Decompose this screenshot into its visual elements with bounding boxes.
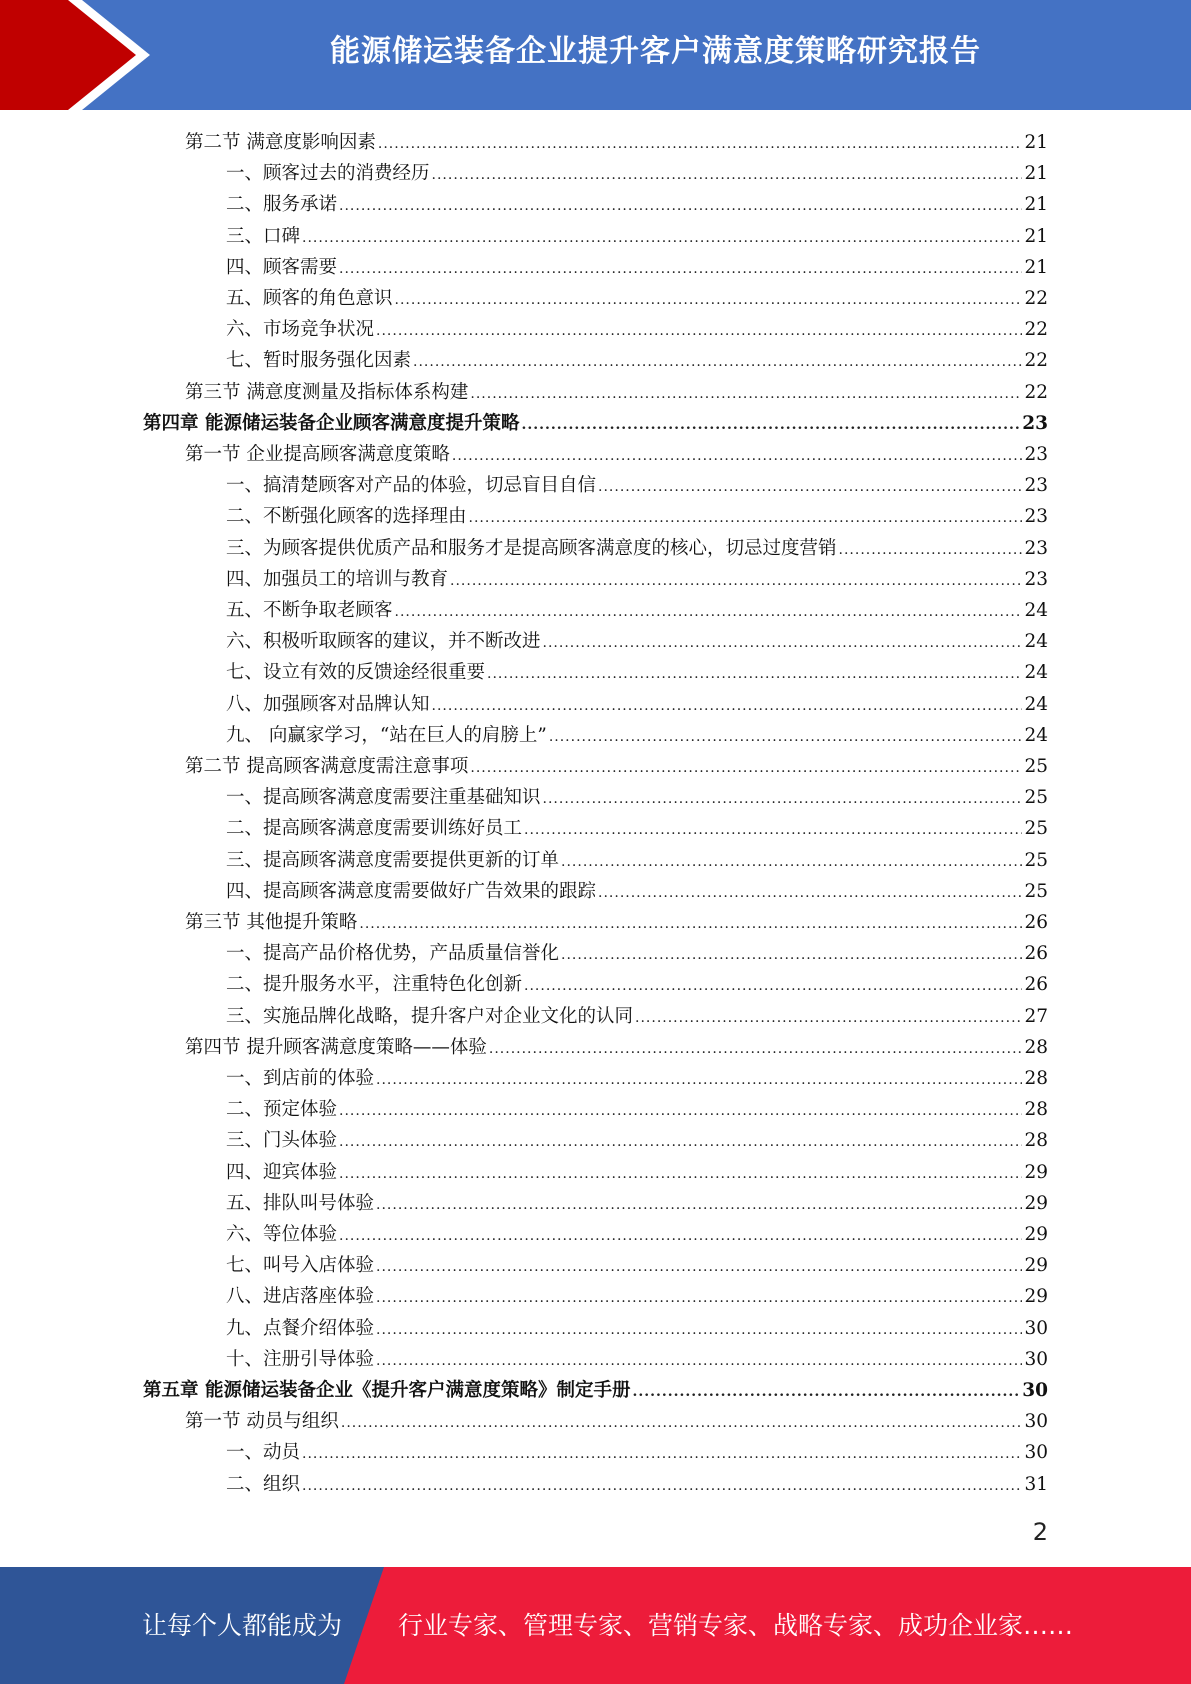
- toc-leader-dots: [376, 1346, 1022, 1377]
- toc-entry[interactable]: [226, 689, 1048, 720]
- toc-leader-dots: [470, 753, 1022, 784]
- toc-leader-dots: [432, 691, 1023, 722]
- toc-entry-title: 二、组织: [226, 1473, 301, 1495]
- toc-entry-title: 一、搞清楚顾客对产品的体验，切忌盲目自信: [226, 475, 597, 497]
- toc-leader-dots: [524, 971, 1022, 1002]
- toc-entry-page: 29: [1024, 1286, 1048, 1308]
- toc-entry-title: 三、口碑: [226, 225, 301, 247]
- toc-entry-title: 五、顾客的角色意识: [226, 288, 393, 309]
- toc-leader-dots: [339, 1221, 1022, 1252]
- footer-slogan-left: 让每个人都能成为: [142, 1611, 343, 1640]
- toc-leader-dots: [635, 1003, 1022, 1034]
- toc-entry-title: 二、提高顾客满意度需要训练好员工: [226, 818, 523, 840]
- toc-leader-dots: [413, 347, 1022, 378]
- toc-leader-dots: [339, 254, 1022, 285]
- toc-entry-page: 25: [1024, 756, 1048, 777]
- toc-entry[interactable]: [226, 1125, 1048, 1156]
- toc-leader-dots: [521, 410, 1020, 441]
- toc-entry[interactable]: [226, 189, 1048, 220]
- toc-leader-dots: [543, 628, 1023, 659]
- toc-entry-title: 第四节 提升顾客满意度策略——体验: [185, 1036, 487, 1058]
- toc-entry-title: 三、提高顾客满意度需要提供更新的订单: [226, 849, 560, 871]
- toc-leader-dots: [561, 940, 1022, 971]
- toc-leader-dots: [450, 566, 1022, 597]
- toc-entry-page: 28: [1024, 1130, 1048, 1152]
- toc-entry-title: 第一节 企业提高顾客满意度策略: [185, 444, 450, 465]
- toc-entry-title: 第三节 满意度测量及指标体系构建: [185, 381, 469, 403]
- toc-entry[interactable]: [226, 1469, 1048, 1500]
- toc-entry-page: 31: [1024, 1473, 1048, 1495]
- toc-entry-page: 22: [1024, 381, 1048, 403]
- toc-entry-page: 29: [1024, 1161, 1048, 1183]
- toc-entry[interactable]: [226, 782, 1048, 813]
- toc-entry[interactable]: [226, 533, 1048, 564]
- toc-entry-page: 30: [1022, 1380, 1048, 1401]
- toc-entry-title: 第一节 动员与组织: [185, 1411, 339, 1433]
- toc-entry-page: 23: [1024, 568, 1048, 590]
- toc-entry-page: 29: [1024, 1224, 1048, 1245]
- toc-entry-page: 22: [1024, 288, 1048, 309]
- toc-leader-dots: [302, 1471, 1022, 1502]
- toc-entry-page: 23: [1024, 475, 1048, 497]
- toc-entry-page: 28: [1024, 1099, 1048, 1121]
- toc-leader-dots: [524, 815, 1022, 846]
- toc-entry-title: 七、暂时服务强化因素: [226, 350, 412, 372]
- toc-entry-title: 第三节 其他提升策略: [185, 912, 358, 933]
- toc-entry-page: 24: [1024, 631, 1048, 653]
- toc-entry-title: 六、积极听取顾客的建议，并不断改进: [226, 631, 541, 653]
- toc-leader-dots: [470, 379, 1022, 410]
- toc-entry-page: 23: [1024, 537, 1048, 559]
- toc-leader-dots: [561, 847, 1022, 878]
- toc-entry-page: 24: [1024, 724, 1048, 746]
- toc-entry[interactable]: [226, 876, 1048, 907]
- toc-leader-dots: [339, 1096, 1022, 1127]
- toc-entry-page: 23: [1024, 506, 1048, 528]
- toc-entry-page: 21: [1024, 225, 1048, 247]
- toc-entry-title: 八、加强顾客对品牌认知: [226, 693, 430, 715]
- toc-entry-page: 22: [1024, 319, 1048, 341]
- toc-leader-dots: [543, 784, 1023, 815]
- toc-entry[interactable]: [226, 1001, 1048, 1032]
- toc-entry-page: 25: [1024, 818, 1048, 840]
- toc-entry-page: 23: [1022, 412, 1048, 434]
- footer-slogan-right: 行业专家、管理专家、营销专家、战略专家、成功企业家……: [398, 1611, 1074, 1640]
- toc-leader-dots: [395, 285, 1023, 316]
- toc-entry-page: 24: [1024, 600, 1048, 621]
- toc-entry-title: 三、门头体验: [226, 1130, 338, 1152]
- toc-entry-title: 九、点餐介绍体验: [226, 1317, 375, 1339]
- toc-entry-title: 六、市场竞争状况: [226, 319, 375, 341]
- toc-leader-dots: [341, 1408, 1023, 1439]
- toc-entry[interactable]: [185, 751, 1048, 782]
- toc-entry-page: 28: [1024, 1068, 1048, 1089]
- toc-entry[interactable]: [143, 408, 1048, 439]
- toc-entry-page: 29: [1024, 1192, 1048, 1214]
- toc-entry-page: 22: [1024, 350, 1048, 372]
- toc-entry-title: 四、加强员工的培训与教育: [226, 568, 449, 590]
- toc-entry[interactable]: [226, 969, 1048, 1000]
- toc-leader-dots: [376, 1252, 1022, 1283]
- toc-entry-title: 五、不断争取老顾客: [226, 600, 393, 621]
- toc-entry-page: 28: [1024, 1036, 1048, 1058]
- toc-entry-page: 23: [1024, 444, 1048, 465]
- toc-leader-dots: [376, 1190, 1022, 1221]
- toc-leader-dots: [395, 597, 1023, 628]
- toc-entry-title: 七、设立有效的反馈途经很重要: [226, 662, 486, 684]
- toc-entry-title: 十、注册引导体验: [226, 1348, 375, 1370]
- toc-entry-page: 25: [1024, 880, 1048, 902]
- toc-entry[interactable]: [185, 377, 1048, 408]
- toc-entry-page: 30: [1024, 1348, 1048, 1370]
- toc-entry[interactable]: [185, 127, 1048, 158]
- toc-entry[interactable]: [185, 1406, 1048, 1437]
- toc-entry[interactable]: [226, 283, 1048, 314]
- page-number: 2: [1032, 1518, 1048, 1546]
- toc-leader-dots: [302, 223, 1022, 254]
- toc-entry-title: 四、提高顾客满意度需要做好广告效果的跟踪: [226, 880, 597, 902]
- toc-entry[interactable]: [185, 1032, 1048, 1063]
- toc-entry-title: 二、不断强化顾客的选择理由: [226, 506, 467, 528]
- toc-entry-page: 30: [1024, 1411, 1048, 1433]
- toc-entry[interactable]: [226, 1437, 1048, 1468]
- toc-leader-dots: [489, 1034, 1023, 1065]
- toc-leader-dots: [339, 191, 1022, 222]
- toc-entry[interactable]: [143, 1375, 1048, 1406]
- toc-entry-title: 一、动员: [226, 1442, 301, 1464]
- toc-entry[interactable]: [226, 252, 1048, 283]
- toc-entry[interactable]: [226, 1094, 1048, 1125]
- toc-leader-dots: [469, 503, 1023, 534]
- toc-leader-dots: [376, 316, 1022, 347]
- toc-leader-dots: [376, 1283, 1022, 1314]
- toc-leader-dots: [376, 1065, 1022, 1096]
- toc-leader-dots: [598, 878, 1022, 909]
- toc-entry[interactable]: [226, 345, 1048, 376]
- toc-entry-title: 七、叫号入店体验: [226, 1255, 375, 1277]
- toc-entry-page: 21: [1024, 256, 1048, 278]
- toc-leader-dots: [302, 1439, 1022, 1470]
- toc-leader-dots: [487, 659, 1022, 690]
- toc-entry-page: 30: [1024, 1442, 1048, 1464]
- toc-entry-title: 一、顾客过去的消费经历: [226, 163, 430, 185]
- toc-entry[interactable]: [226, 158, 1048, 189]
- toc-leader-dots: [632, 1377, 1020, 1408]
- report-title: 能源储运装备企业提升客户满意度策略研究报告: [330, 34, 981, 69]
- toc-leader-dots: [339, 1127, 1022, 1158]
- toc-leader-dots: [452, 441, 1023, 472]
- toc-entry[interactable]: [226, 595, 1048, 626]
- toc-leader-dots: [359, 909, 1022, 940]
- toc-entry[interactable]: [226, 657, 1048, 688]
- toc-entry[interactable]: [226, 626, 1048, 657]
- toc-entry-title: 第二节 提高顾客满意度需注意事项: [185, 756, 469, 777]
- toc-entry-title: 五、排队叫号体验: [226, 1192, 375, 1214]
- toc-entry-title: 三、实施品牌化战略，提升客户对企业文化的认同: [226, 1005, 634, 1027]
- toc-entry[interactable]: [226, 1188, 1048, 1219]
- toc-entry[interactable]: [185, 439, 1048, 470]
- toc-entry-page: 25: [1024, 849, 1048, 871]
- toc-entry-title: 六、等位体验: [226, 1224, 338, 1245]
- footer-banner: [0, 1567, 1191, 1684]
- toc-entry-title: 一、提高产品价格优势，产品质量信誉化: [226, 943, 560, 965]
- toc-entry-title: 四、顾客需要: [226, 256, 338, 278]
- toc-leader-dots: [339, 1159, 1022, 1190]
- toc-entry[interactable]: [226, 1281, 1048, 1312]
- toc-leader-dots: [432, 160, 1023, 191]
- toc-entry[interactable]: [226, 501, 1048, 532]
- toc-entry-title: 一、到店前的体验: [226, 1068, 375, 1089]
- toc-entry-page: 26: [1024, 974, 1048, 996]
- toc-leader-dots: [378, 129, 1023, 160]
- toc-entry-page: 27: [1024, 1005, 1048, 1027]
- toc-entry-title: 第五章 能源储运装备企业《提升客户满意度策略》制定手册: [143, 1380, 631, 1401]
- toc-entry[interactable]: [226, 221, 1048, 252]
- toc-entry-title: 二、预定体验: [226, 1099, 338, 1121]
- toc-entry[interactable]: [226, 314, 1048, 345]
- toc-entry-title: 一、提高顾客满意度需要注重基础知识: [226, 787, 541, 809]
- toc-entry-title: 第四章 能源储运装备企业顾客满意度提升策略: [143, 412, 520, 434]
- toc-entry-page: 25: [1024, 787, 1048, 809]
- toc-entry[interactable]: [226, 720, 1048, 751]
- toc-entry[interactable]: [185, 907, 1048, 938]
- toc-entry-title: 二、提升服务水平，注重特色化创新: [226, 974, 523, 996]
- toc-entry[interactable]: [226, 1063, 1048, 1094]
- toc-entry-title: 二、服务承诺: [226, 194, 338, 216]
- toc-entry[interactable]: [226, 1344, 1048, 1375]
- header-banner: [0, 0, 1191, 110]
- toc-entry-page: 29: [1024, 1255, 1048, 1277]
- toc-entry-title: 九、 向赢家学习，“站在巨人的肩膀上”: [226, 724, 547, 746]
- toc-entry-page: 24: [1024, 662, 1048, 684]
- toc-entry-page: 26: [1024, 912, 1048, 933]
- toc-leader-dots: [839, 535, 1023, 566]
- toc-entry-title: 八、进店落座体验: [226, 1286, 375, 1308]
- toc-entry-page: 21: [1024, 132, 1048, 153]
- toc-entry-title: 四、迎宾体验: [226, 1161, 338, 1183]
- toc-entry[interactable]: [226, 845, 1048, 876]
- toc-entry[interactable]: [226, 938, 1048, 969]
- toc-leader-dots: [549, 722, 1023, 753]
- toc-entry-page: 21: [1024, 163, 1048, 185]
- toc-entry[interactable]: [226, 1313, 1048, 1344]
- toc-entry-page: 21: [1024, 194, 1048, 216]
- toc-leader-dots: [598, 472, 1022, 503]
- toc-entry-page: 26: [1024, 943, 1048, 965]
- toc-entry-page: 30: [1024, 1317, 1048, 1339]
- toc-entry[interactable]: [226, 1250, 1048, 1281]
- toc-entry-page: 24: [1024, 693, 1048, 715]
- toc-entry[interactable]: [226, 470, 1048, 501]
- toc-entry-title: 第二节 满意度影响因素: [185, 132, 376, 153]
- toc-entry[interactable]: [226, 1157, 1048, 1188]
- toc-leader-dots: [376, 1315, 1022, 1346]
- toc-entry[interactable]: [226, 1219, 1048, 1250]
- toc-entry[interactable]: [226, 813, 1048, 844]
- toc-entry-title: 三、为顾客提供优质产品和服务才是提高顾客满意度的核心，切忌过度营销: [226, 537, 837, 559]
- chevron-red-icon: [0, 0, 140, 110]
- toc-entry[interactable]: [226, 564, 1048, 595]
